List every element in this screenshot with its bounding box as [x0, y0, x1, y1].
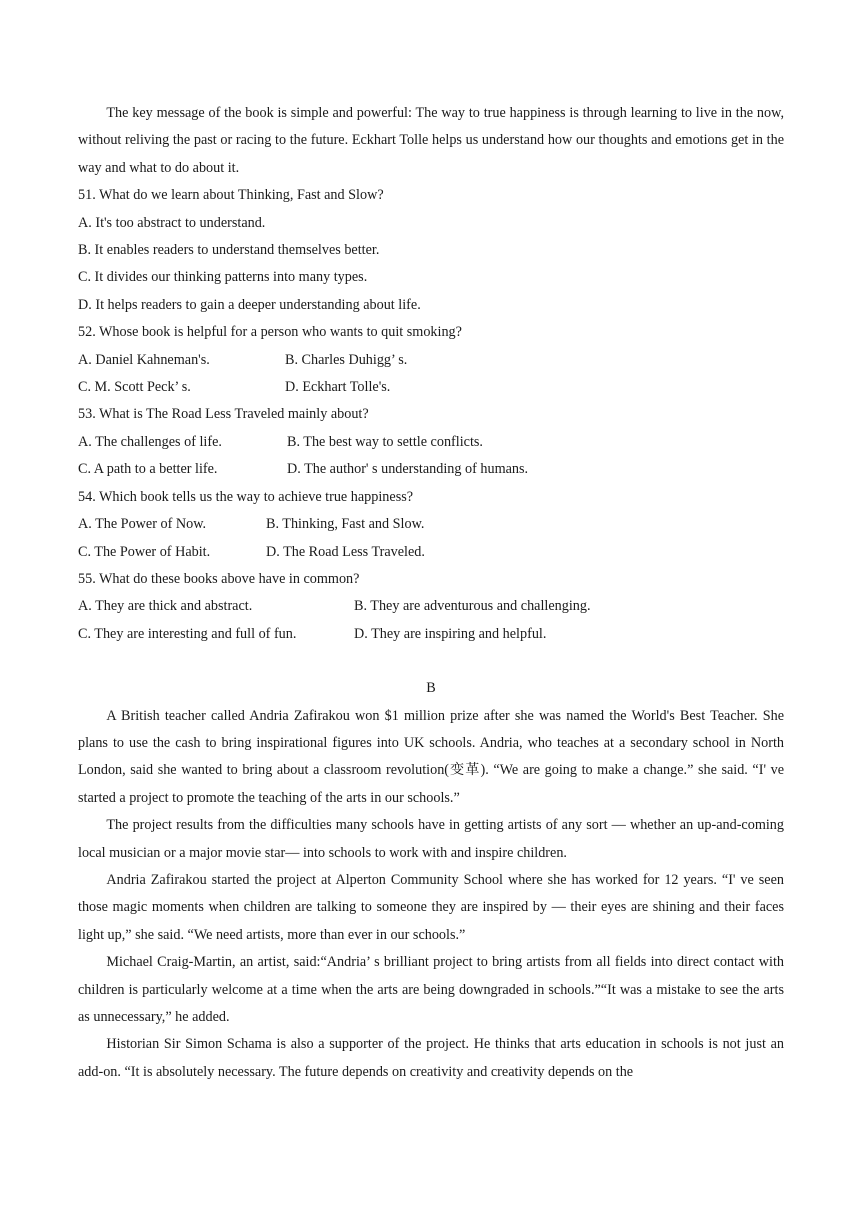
section-b-heading: B: [426, 680, 436, 697]
question-55-option-a: A. They are thick and abstract.: [78, 598, 253, 615]
question-52-stem: 52. Whose book is helpful for a person who wants to quit smoking?: [78, 324, 462, 341]
question-55-options-row-2: [78, 621, 784, 648]
section-spacer: [78, 648, 784, 675]
question-55-option-c: C. They are interesting and full of fun.: [78, 625, 297, 642]
question-53-option-b: B. The best way to settle conflicts.: [287, 433, 483, 450]
question-53-option-c: C. A path to a better life.: [78, 461, 218, 478]
question-55-stem: 55. What do these books above have in common?: [78, 570, 360, 587]
question-51-option-c: C. It divides our thinking patterns into many types.: [78, 269, 368, 286]
document-page: [78, 100, 784, 1086]
question-55-options-row-1: [78, 593, 784, 620]
question-55-option-b: B. They are adventurous and challenging.: [354, 598, 591, 615]
question-53-options-row-1: [78, 429, 784, 456]
section-b-paragraph-1: A British teacher called Andria Zafirakou won $1 million prize after she was named the World's Best Teacher. She plans to use the cash to bring inspirational figures into UK schools. Andria, who teaches at a secondary school in North London, said she wanted to bring about a classroom revolution(变革). “We are going to make a change.” she said. “I' ve started a project to promote the teaching of the arts in our schools.”: [78, 707, 784, 806]
question-54-option-b: B. Thinking, Fast and Slow.: [266, 516, 425, 533]
question-54-option-c: C. The Power of Habit.: [78, 543, 211, 560]
question-53-option-a: A. The challenges of life.: [78, 433, 222, 450]
question-54-option-d: D. The Road Less Traveled.: [266, 543, 425, 560]
question-52-options-row-1: [78, 347, 784, 374]
question-52-option-a: A. Daniel Kahneman's.: [78, 351, 210, 368]
question-53-options-row-2: [78, 456, 784, 483]
question-54-option-a: A. The Power of Now.: [78, 516, 207, 533]
question-52-options-row-2: [78, 374, 784, 401]
section-b-paragraph-2: The project results from the difficulties many schools have in getting artists of any sort — whether an up-and-coming local musician or a major movie star— into schools to work with and inspire children.: [78, 817, 784, 861]
question-54-stem: 54. Which book tells us the way to achieve true happiness?: [78, 488, 414, 505]
question-52-option-b: B. Charles Duhigg’ s.: [285, 351, 408, 368]
section-b-paragraph-5: Historian Sir Simon Schama is also a supporter of the project. He thinks that arts education in schools is not just an add-on. “It is absolutely necessary. The future depends on creativity and creativity depends on the: [78, 1036, 784, 1080]
question-55-option-d: D. They are inspiring and helpful.: [354, 625, 547, 642]
question-53-option-d: D. The author' s understanding of humans.: [287, 461, 529, 478]
question-52-option-d: D. Eckhart Tolle's.: [285, 379, 391, 396]
question-54-options-row-2: [78, 539, 784, 566]
question-51-option-a: A. It's too abstract to understand.: [78, 214, 266, 231]
section-b-paragraph-4: Michael Craig-Martin, an artist, said:“Andria’ s brilliant project to bring artists from all fields into direct contact with children is particularly welcome at a time when the arts are being downgraded in schools.”“It was a mistake to see the arts as unnecessary,” he added.: [78, 954, 784, 1025]
question-51-option-d: D. It helps readers to gain a deeper understanding about life.: [78, 296, 421, 313]
question-51-stem: 51. What do we learn about Thinking, Fast and Slow?: [78, 187, 384, 204]
intro-paragraph: The key message of the book is simple and powerful: The way to true happiness is through learning to live in the now, without reliving the past or racing to the future. Eckhart Tolle helps us understand how our thoughts and emotions get in the way and what to do about it.: [78, 105, 784, 176]
question-53-stem: 53. What is The Road Less Traveled mainly about?: [78, 406, 369, 423]
section-b-paragraph-3: Andria Zafirakou started the project at Alperton Community School where she has worked for 12 years. “I' ve seen those magic moments when children are talking to someone they are inspired by — their eyes are shining and their faces light up,” she said. “We need artists, more than ever in our schools.”: [78, 871, 784, 943]
question-52-option-c: C. M. Scott Peck’ s.: [78, 379, 191, 396]
question-51-option-b: B. It enables readers to understand themselves better.: [78, 242, 380, 259]
question-54-options-row-1: [78, 511, 784, 538]
